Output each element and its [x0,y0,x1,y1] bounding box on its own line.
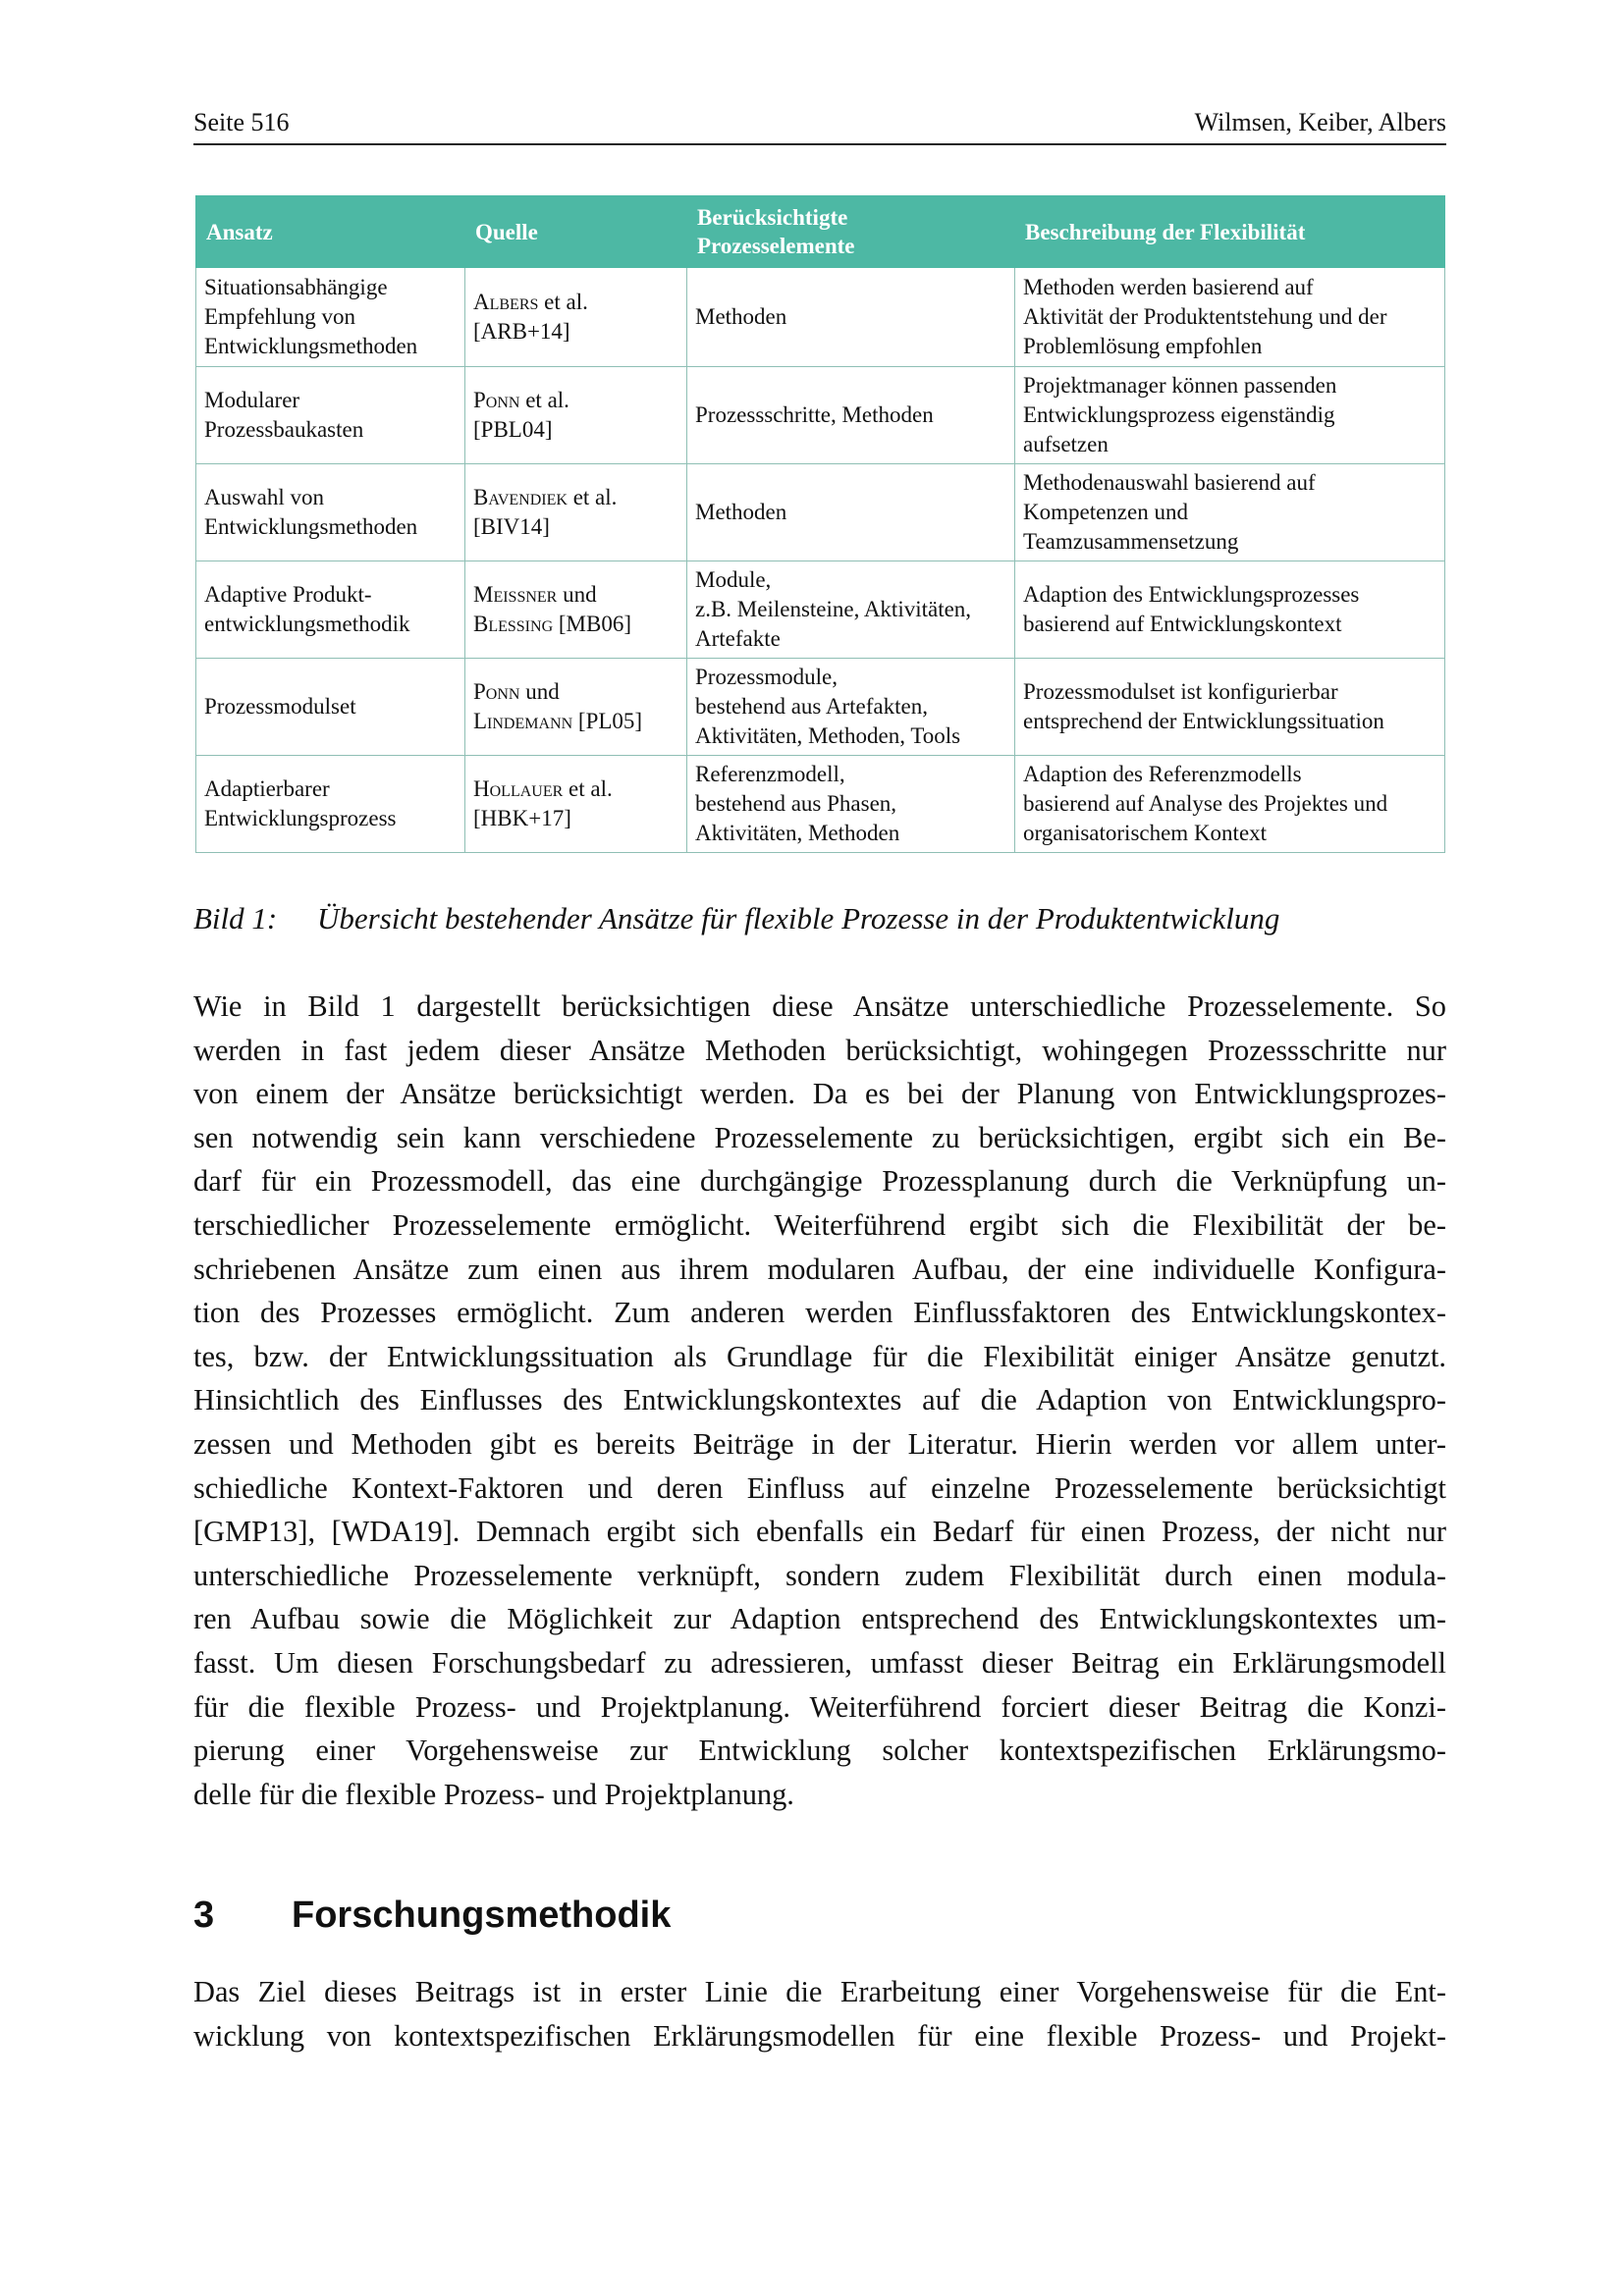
text-line: wicklung von kontextspezifischen Erklärungsmodellen für eine flexible Prozess- und Projekt- [193,2018,1446,2053]
cell-flexibility-line: Methoden werden basierend auf [1023,275,1314,299]
cell-flexibility-line: Adaption des Entwicklungsprozesses [1023,582,1360,607]
cell-process-elements-line: Module, [695,567,772,592]
table-row [196,659,1445,756]
source-reference: [PL05] [577,709,643,733]
cell-source [465,464,687,561]
cell-approach-line: Modularer [204,388,300,412]
source-author: Hollauer [473,776,564,801]
cell-process-elements [687,464,1015,561]
text-line: für die flexible Prozess- und Projektplanung. Weiterführend forciert dieser Beitrag die Konzi- [193,1689,1446,1724]
table-header-row [196,196,1445,268]
cell-process-elements-line: Methoden [695,304,787,329]
page-header [193,108,1446,145]
source-author-line [473,580,678,610]
source-author: Meißner [473,582,558,607]
cell-flexibility [1015,268,1445,367]
cell-approach [196,464,465,561]
cell-process-elements [687,561,1015,659]
source-author: Ponn [473,679,520,704]
figure-caption [193,901,1279,936]
section-title: Forschungsmethodik [292,1895,672,1936]
source-author-line [473,774,678,804]
text-line: werden in fast jedem dieser Ansätze Methoden berücksichtigt, wohingegen Prozessschritte nur [193,1033,1446,1067]
cell-process-elements-line: bestehend aus Artefakten, [695,694,928,719]
cell-approach-line: Prozessbaukasten [204,417,364,442]
column-header: Quelle [465,196,687,268]
text-line: delle für die flexible Prozess- und Projektplanung. [193,1777,794,1811]
cell-flexibility [1015,659,1445,756]
section-heading [193,1895,671,1937]
source-author-line [473,677,678,707]
cell-flexibility-line: Problemlösung empfohlen [1023,334,1263,358]
cell-flexibility-line: Methodenauswahl basierend auf [1023,470,1316,495]
source-ref-line [473,317,678,347]
cell-source [465,268,687,367]
text-line: pierung einer Vorgehensweise zur Entwicklung solcher kontextspezifischen Erklärungsmo- [193,1734,1446,1768]
text-line: ren Aufbau sowie die Möglichkeit zur Adaption entsprechend des Entwicklungskontextes um- [193,1602,1446,1636]
text-line: fasst. Um diesen Forschungsbedarf zu adressieren, umfasst dieser Beitrag ein Erklärungsmodell [193,1645,1446,1680]
cell-process-elements [687,659,1015,756]
table-body [196,268,1445,853]
text-line: schiedliche Kontext-Faktoren und deren Einfluss auf einzelne Prozesselemente berücksichtigt [193,1470,1446,1505]
cell-flexibility-line: Entwicklungsprozess eigenständig [1023,402,1335,427]
source-author-line [473,483,678,512]
source-reference: [ARB+14] [473,319,570,344]
cell-flexibility-line: basierend auf Entwicklungskontext [1023,612,1342,636]
column-header: Ansatz [196,196,465,268]
source-reference: [BIV14] [473,514,550,539]
cell-approach-line: entwicklungsmethodik [204,612,410,636]
cell-approach [196,756,465,853]
source-ref-line [473,610,678,639]
source-ref-line [473,707,678,736]
text-line: [GMP13], [WDA19]. Demnach ergibt sich ebenfalls ein Bedarf für einen Prozess, der nicht nur [193,1515,1446,1549]
body-paragraph [193,985,1446,1816]
cell-approach-line: Empfehlung von [204,304,355,329]
column-header: Beschreibung der Flexibilität [1015,196,1445,268]
cell-process-elements-line: Referenzmodell, [695,762,845,786]
cell-source [465,756,687,853]
cell-process-elements [687,756,1015,853]
caption-label: Bild 1: [193,901,278,935]
cell-approach-line: Prozessmodulset [204,694,356,719]
cell-process-elements-line: Prozessschritte, Methoden [695,402,934,427]
text-line: schriebenen Ansätze zum einen aus ihrem modularen Aufbau, der eine individuelle Konfigura- [193,1252,1446,1286]
text-line: terschiedlicher Prozesselemente ermöglicht. Weiterführend ergibt sich die Flexibilität der be- [193,1207,1446,1242]
cell-process-elements-line: z.B. Meilensteine, Aktivitäten, [695,597,972,621]
caption-text: Übersicht bestehender Ansätze für flexible Prozesse in der Produktentwicklung [317,901,1280,935]
table-row [196,367,1445,464]
text-line: tion des Prozesses ermöglicht. Zum anderen werden Einflussfaktoren des Entwicklungskontex- [193,1296,1446,1330]
source-author-2: Blessing [473,612,554,636]
cell-flexibility-line: basierend auf Analyse des Projektes und [1023,791,1388,816]
text-line: von einem der Ansätze berücksichtigt werden. Da es bei der Planung von Entwicklungsprozes- [193,1077,1446,1111]
source-reference: [HBK+17] [473,806,571,830]
source-ref-line [473,512,678,542]
text-line: tes, bzw. der Entwicklungssituation als Grundlage für die Flexibilität einiger Ansätze genutzt. [193,1339,1446,1373]
cell-approach-line: Auswahl von [204,485,325,509]
cell-flexibility-line: Teamzusammensetzung [1023,529,1239,554]
source-author-line [473,386,678,415]
cell-approach-line: Adaptive Produkt- [204,582,372,607]
source-author-2: Lindemann [473,709,573,733]
cell-process-elements-line: Aktivitäten, Methoden, Tools [695,723,961,748]
cell-approach [196,367,465,464]
source-ref-line [473,415,678,445]
page-number: Seite 516 [193,108,290,136]
cell-flexibility-line: entsprechend der Entwicklungssituation [1023,709,1384,733]
cell-approach-line: Situationsabhängige [204,275,388,299]
cell-flexibility [1015,561,1445,659]
cell-source [465,367,687,464]
cell-process-elements-line: Prozessmodule, [695,665,839,689]
cell-flexibility [1015,756,1445,853]
cell-process-elements-line: Aktivitäten, Methoden [695,821,900,845]
cell-approach [196,561,465,659]
cell-approach-line: Entwicklungsprozess [204,806,397,830]
cell-approach [196,268,465,367]
cell-approach [196,659,465,756]
section-number: 3 [193,1895,215,1936]
body-paragraph [193,1970,1446,2057]
source-author-suffix: et al. [567,485,618,509]
cell-flexibility-line: organisatorischem Kontext [1023,821,1268,845]
approaches-table [195,195,1445,853]
cell-approach-line: Adaptierbarer [204,776,330,801]
text-line: zessen und Methoden gibt es bereits Beiträge in der Literatur. Hierin werden vor allem unter- [193,1426,1446,1461]
source-author-suffix: et al. [519,388,569,412]
cell-flexibility-line: Aktivität der Produktentstehung und der [1023,304,1387,329]
cell-source [465,659,687,756]
cell-flexibility [1015,367,1445,464]
table-row [196,268,1445,367]
source-author-line [473,288,678,317]
text-line: Wie in Bild 1 dargestellt berücksichtigen diese Ansätze unterschiedliche Prozesselemente. So [193,989,1446,1023]
cell-approach-line: Entwicklungsmethoden [204,334,418,358]
cell-process-elements [687,367,1015,464]
table-row [196,756,1445,853]
source-author-suffix: et al. [538,290,588,314]
source-author: Ponn [473,388,520,412]
cell-process-elements-line: bestehend aus Phasen, [695,791,897,816]
source-reference: [MB06] [558,612,631,636]
source-author-suffix: et al. [563,776,613,801]
source-reference: [PBL04] [473,417,553,442]
cell-flexibility [1015,464,1445,561]
text-line: sen notwendig sein kann verschiedene Prozesselemente zu berücksichtigen, ergibt sich ein Be- [193,1120,1446,1154]
text-line: Das Ziel dieses Beitrags ist in erster Linie die Erarbeitung einer Vorgehensweise für die Ent- [193,1975,1446,2008]
cell-flexibility-line: Kompetenzen und [1023,500,1188,524]
text-line: unterschiedliche Prozesselemente verknüpft, sondern zudem Flexibilität durch einen modula- [193,1558,1446,1592]
source-author: Bavendiek [473,485,568,509]
source-author-suffix: und [557,582,597,607]
cell-flexibility-line: Adaption des Referenzmodells [1023,762,1302,786]
table-row [196,561,1445,659]
table-row [196,464,1445,561]
cell-process-elements [687,268,1015,367]
text-line: darf für ein Prozessmodell, das eine durchgängige Prozessplanung durch die Verknüpfung un- [193,1164,1446,1199]
cell-process-elements-line: Artefakte [695,626,781,651]
cell-flexibility-line: aufsetzen [1023,432,1109,456]
source-ref-line [473,804,678,833]
cell-source [465,561,687,659]
text-line: Hinsichtlich des Einflusses des Entwicklungskontextes auf die Adaption von Entwicklungspro- [193,1383,1446,1417]
column-header: Berücksichtigte Prozesselemente [687,196,1015,268]
source-author-suffix: und [519,679,560,704]
source-author: Albers [473,290,539,314]
cell-process-elements-line: Methoden [695,500,787,524]
cell-flexibility-line: Prozessmodulset ist konfigurierbar [1023,679,1338,704]
cell-approach-line: Entwicklungsmethoden [204,514,418,539]
cell-flexibility-line: Projektmanager können passenden [1023,373,1337,398]
running-authors: Wilmsen, Keiber, Albers [1194,108,1446,136]
